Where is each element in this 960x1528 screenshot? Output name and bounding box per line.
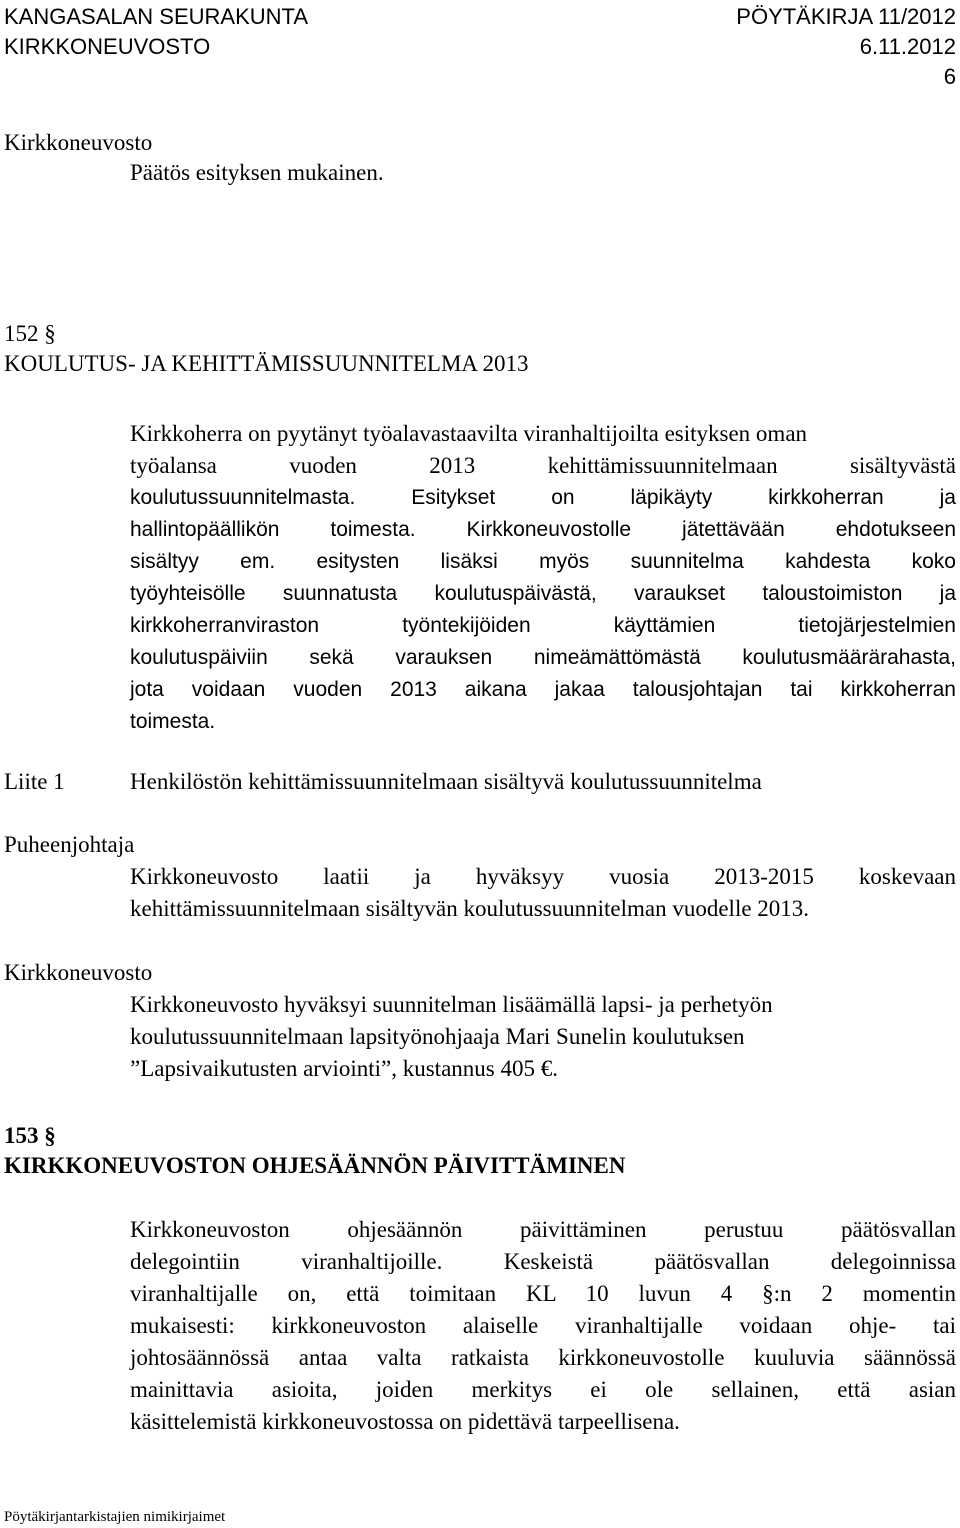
prev-decision-text: Päätös esityksen mukainen. (130, 160, 384, 185)
board-decision (130, 989, 956, 1085)
header-date: 6.11.2012 (859, 34, 956, 59)
attachment-label: Liite 1 (4, 769, 65, 794)
intro-line: työyhteisölle suunnatusta koulutuspäivästä, varaukset taloustoimiston ja (130, 582, 956, 605)
chair-label: Puheenjohtaja (4, 832, 135, 857)
item153-line: mukaisesti: kirkkoneuvoston alaiselle viranhaltijalle voidaan ohje- tai (130, 1313, 956, 1338)
intro-line: koulutuspäiviin sekä varauksen nimeämättömästä koulutusmäärärahasta, (130, 646, 956, 669)
item153-body (130, 1214, 956, 1438)
board-line: Kirkkoneuvosto hyväksyi suunnitelman lisäämällä lapsi- ja perhetyön (130, 992, 773, 1017)
item153-number: 153 § (4, 1123, 56, 1148)
item152-title: KOULUTUS- JA KEHITTÄMISSUUNNITELMA 2013 (4, 351, 529, 376)
item153-line: käsittelemistä kirkkoneuvostossa on pidettävä tarpeellisena. (130, 1409, 680, 1434)
chair-line: Kirkkoneuvosto laatii ja hyväksyy vuosia 2013-2015 koskevaan (130, 864, 956, 889)
item152-intro (130, 418, 956, 738)
intro-line: jota voidaan vuoden 2013 aikana jakaa talousjohtajan tai kirkkoherran (130, 678, 956, 701)
attachment-text: Henkilöstön kehittämissuunnitelmaan sisältyvä koulutussuunnitelma (130, 769, 762, 794)
intro-line: toimesta. (130, 710, 216, 733)
intro-line: sisältyy em. esitysten lisäksi myös suunnitelma kahdesta koko (130, 550, 956, 573)
footer-initials: Pöytäkirjantarkistajien nimikirjaimet (4, 1509, 226, 1525)
header-page-number: 6 (943, 64, 956, 89)
intro-line: koulutussuunnitelmasta. Esitykset on läpikäyty kirkkoherran ja (130, 486, 956, 509)
header-body: KIRKKONEUVOSTO (4, 34, 211, 59)
item153-line: Kirkkoneuvoston ohjesäännön päivittäminen perustuu päätösvallan (130, 1217, 956, 1242)
board-label: Kirkkoneuvosto (4, 960, 153, 985)
board-line: koulutussuunnitelmaan lapsityönohjaaja Mari Sunelin koulutuksen (130, 1024, 745, 1049)
item153-line: viranhaltijalle on, että toimitaan KL 10 luvun 4 §:n 2 momentin (130, 1281, 956, 1306)
intro-line: kirkkoherranviraston työntekijöiden käyttämien tietojärjestelmien (130, 614, 956, 637)
header-org: KANGASALAN SEURAKUNTA (4, 4, 309, 29)
item152-number: 152 § (4, 321, 56, 346)
item153-title: KIRKKONEUVOSTON OHJESÄÄNNÖN PÄIVITTÄMINEN (4, 1153, 626, 1178)
chair-line: kehittämissuunnitelmaan sisältyvän koulutussuunnitelman vuodelle 2013. (130, 896, 810, 921)
intro-line: työalansa vuoden 2013 kehittämissuunnitelmaan sisältyvästä (130, 453, 956, 478)
chair-proposal (130, 861, 956, 925)
board-line: ”Lapsivaikutusten arviointi”, kustannus 405 €. (130, 1056, 558, 1081)
intro-line: hallintopäällikön toimesta. Kirkkoneuvostolle jätettävään ehdotukseen (130, 518, 956, 541)
intro-line: Kirkkoherra on pyytänyt työalavastaavilta viranhaltijoilta esityksen oman (130, 421, 808, 446)
item153-line: johtosäännössä antaa valta ratkaista kirkkoneuvostolle kuuluvia säännössä (130, 1345, 956, 1370)
prev-decision-label: Kirkkoneuvosto (4, 130, 153, 155)
item153-line: mainittavia asioita, joiden merkitys ei ole sellainen, että asian (130, 1377, 956, 1402)
item153-line: delegointiin viranhaltijoille. Keskeistä päätösvallan delegoinnissa (130, 1249, 956, 1274)
header-doc: PÖYTÄKIRJA 11/2012 (736, 4, 956, 29)
